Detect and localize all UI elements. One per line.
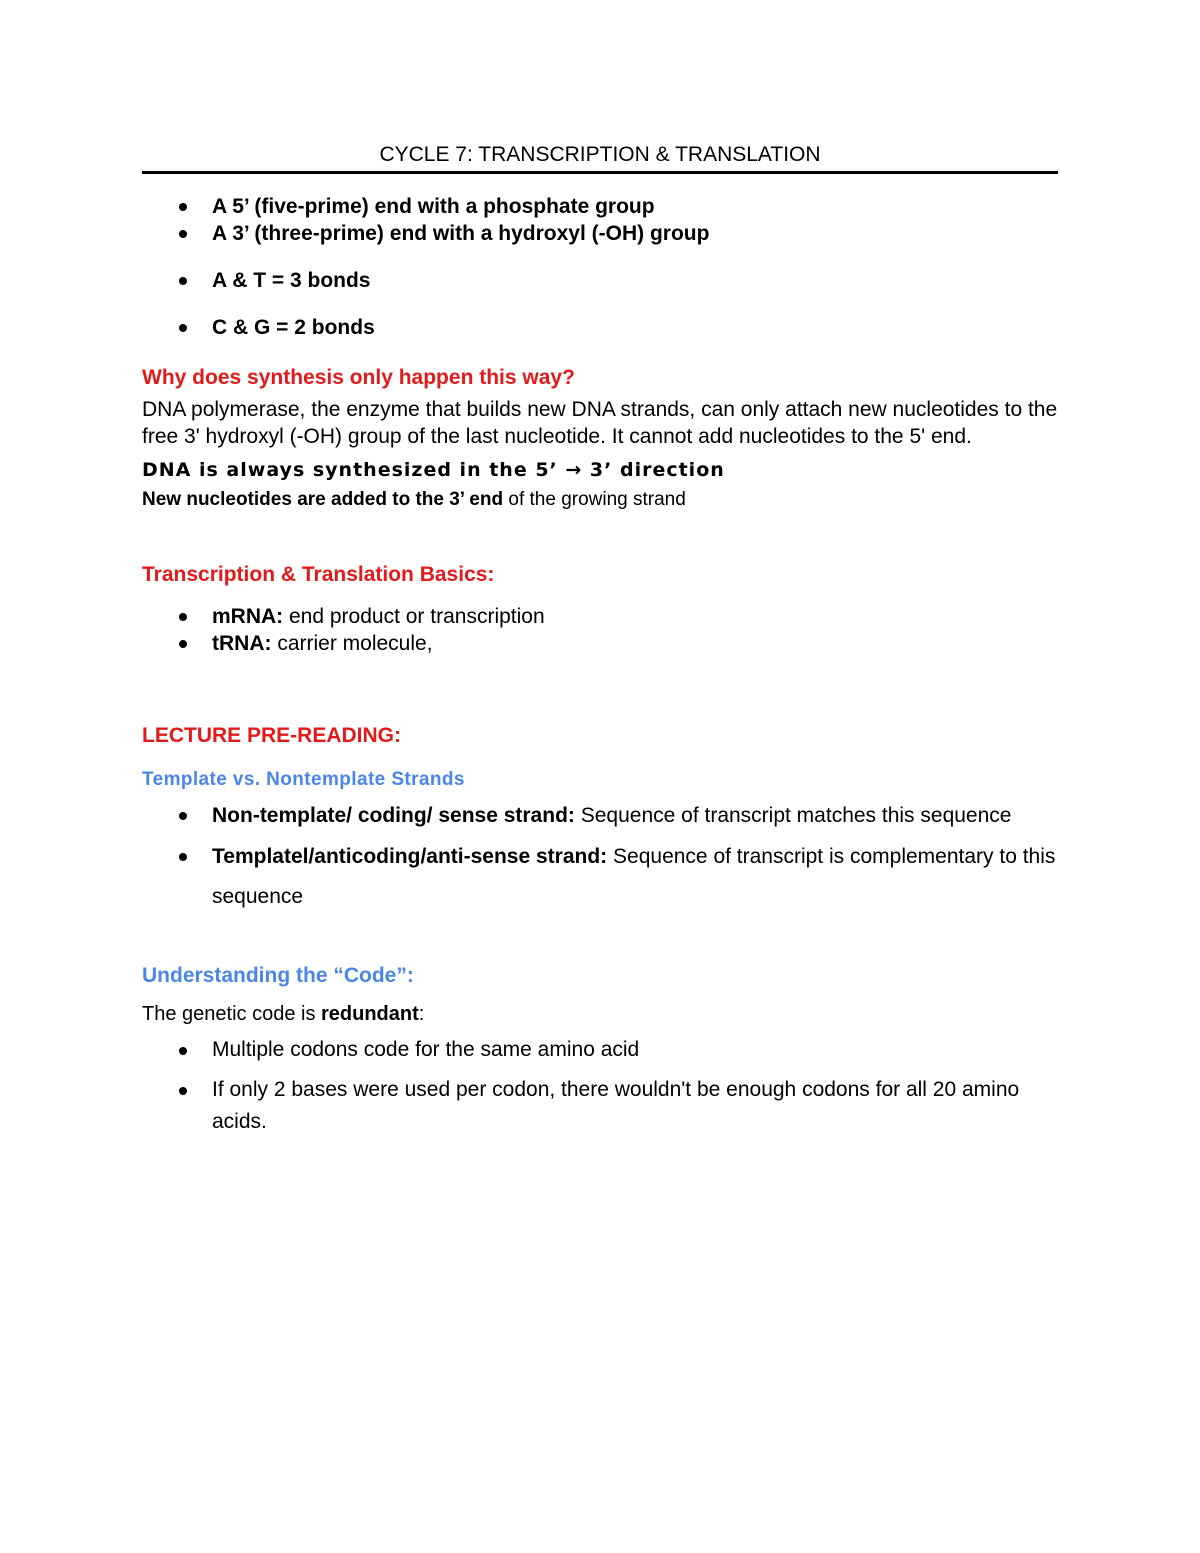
list-item: A & T = 3 bonds (142, 267, 1058, 294)
bullet-icon (179, 277, 187, 285)
document-page (142, 140, 1058, 1138)
lecture-heading: LECTURE PRE-READING: (142, 724, 402, 747)
code-intro: The genetic code is redundant: (142, 1003, 425, 1025)
list-item: If only 2 bases were used per codon, there wouldn't be enough codons for all 20 amino acids. (142, 1074, 1058, 1138)
bullet-icon (179, 203, 187, 211)
list-item: C & G = 2 bonds (142, 314, 1058, 341)
bullet-icon (179, 613, 187, 621)
list-item: tRNA: carrier molecule, (142, 630, 1058, 657)
basics-list (142, 603, 1058, 657)
list-item: Multiple codons code for the same amino acid (142, 1034, 1058, 1066)
synthesis-heading: Why does synthesis only happen this way? (142, 366, 575, 389)
strands-subheading: Template vs. Nontemplate Strands (142, 769, 465, 790)
basics-heading: Transcription & Translation Basics: (142, 563, 495, 586)
bullet-icon (179, 324, 187, 332)
bullet-icon (179, 1047, 187, 1055)
code-list (142, 1034, 1058, 1138)
bullet-icon (179, 230, 187, 238)
list-item: Non-template/ coding/ sense strand: Sequence of transcript matches this sequence (142, 796, 1058, 836)
synthesis-direction: DNA is always synthesized in the 5’ → 3’ direction (142, 459, 725, 481)
list-item: A 5’ (five-prime) end with a phosphate group (142, 193, 1058, 220)
strands-list (142, 796, 1058, 917)
bullet-icon (179, 640, 187, 648)
bullet-icon (179, 853, 187, 861)
list-item: A 3’ (three-prime) end with a hydroxyl (-OH) group (142, 220, 1058, 247)
title-divider (142, 171, 1058, 174)
top-bullet-list (142, 193, 1058, 341)
nucleotides-added-line: New nucleotides are added to the 3’ end of the growing strand (142, 489, 686, 510)
bullet-icon (179, 812, 187, 820)
document-title: CYCLE 7: TRANSCRIPTION & TRANSLATION (379, 143, 821, 166)
list-item: mRNA: end product or transcription (142, 603, 1058, 630)
list-item: Templatel/anticoding/anti-sense strand: Sequence of transcript is complementary to this sequence (142, 837, 1058, 917)
code-heading: Understanding the “Code”: (142, 964, 414, 987)
bullet-icon (179, 1087, 187, 1095)
synthesis-paragraph: DNA polymerase, the enzyme that builds new DNA strands, can only attach new nucleotides to the free 3' hydroxyl (-OH) group of the last nucleotide. It cannot add nucleotides to the 5' end. (142, 398, 1058, 448)
